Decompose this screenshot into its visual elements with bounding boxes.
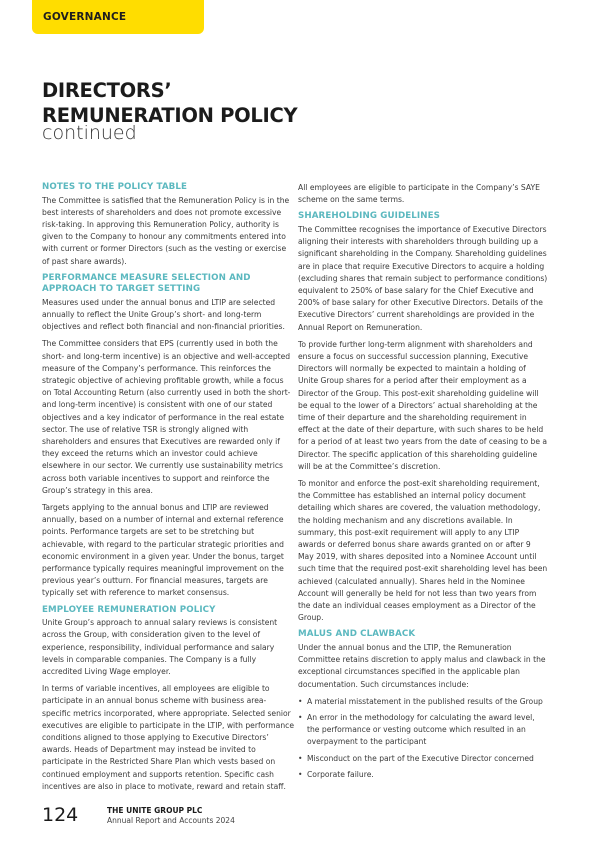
malus-paragraph: Under the annual bonus and the LTIP, the Remuneration Committee retains discretion to apply malus and clawback in the exceptional circumstances specified in the applicable plan documentation. Such circumstances include: <box>298 642 546 689</box>
shareholding-paragraph-2: To provide further long-term alignment with shareholders and ensure a focus on successful succession planning, Executive Directors will normally be expected to maintain a holding of Unite Group shares for a period after their employment as a Director of the Group. This post-exit shareholding guideline will be equal to the lower of a Directors’ actual shareholding at the time of their departure and the shareholding requirement in effect at the date of their departure, with such shares to be held for a period of at least two years from the date of ceasing to be a Director. The specific application of this shareholding guideline will be at the Committee’s discretion. <box>298 339 548 471</box>
list-item: • An error in the methodology for calculating the award level, the performance or vesting outcome which resulted in an overpayment to the participant <box>298 712 548 749</box>
employee-remuneration-heading: EMPLOYEE REMUNERATION POLICY <box>42 604 216 615</box>
shareholding-paragraph-3: To monitor and enforce the post-exit shareholding requirement, the Committee has established an internal policy document detailing which shares are covered, the valuation methodology, the holding mechanism and any discretions available. In summary, this post-exit requirement will apply to any LTIP awards or deferred bonus share awards granted on or after 9 May 2019, with shares deposited into a Nominee Account until such time that the required post-exit shareholding level has been achieved (calculated annually). Shares held in the Nominee Account will generally be held for not less than two years from the date an individual ceases employment as a Director of the Group. <box>298 478 548 623</box>
right-column <box>298 182 548 785</box>
shareholding-heading: SHAREHOLDING GUIDELINES <box>298 211 441 222</box>
saye-paragraph: All employees are eligible to participate in the Company’s SAYE scheme on the same terms. <box>298 183 540 205</box>
notes-paragraph: The Committee is satisfied that the Remuneration Policy is in the best interests of shareholders and does not promote excessive risk-taking. In approving this Remuneration Policy, authority is given to the Company to honour any commitments entered into with current or former Directors (such as the vesting or exercise of past share awards). <box>42 195 290 266</box>
page-number: 124 <box>42 804 79 826</box>
performance-heading: PERFORMANCE MEASURE SELECTION AND APPROACH TO TARGET SETTING <box>42 272 251 295</box>
performance-paragraph-2: The Committee considers that EPS (currently used in both the short- and long-term incentive) is an objective and well-accepted measure of the Company’s performance. This reinforces the strategic objective of achieving profitable growth, while a focus on Total Accounting Return (also currently used in both the short- and long-term incentive) is consistent with one of our stated objectives and a key indicator of performance in the real estate sector. The use of relative TSR is strongly aligned with shareholders and ensures that Executives are rewarded only if they exceed the returns which an investor could achieve elsewhere in our sector. We currently use sustainability metrics across both variable incentives to support and reinforce the Group’s strategy in this area. <box>42 339 291 495</box>
list-item: • Corporate failure. <box>298 769 548 781</box>
left-column <box>42 182 294 798</box>
footer-company: THE UNITE GROUP PLC <box>107 806 203 815</box>
performance-paragraph-3: Targets applying to the annual bonus and LTIP are reviewed annually, based on a number of internal and external reference points. Performance targets are set to be stretching but achievable, with regard to the particular strategic priorities and economic environment in a given year. Under the bonus, target performance typically requires meaningful improvement on the previous year’s outturn. For financial measures, targets are typically set with reference to market consensus. <box>42 502 284 598</box>
section-tab-label: GOVERNANCE <box>43 11 127 23</box>
footer-report-title: Annual Report and Accounts 2024 <box>107 816 235 825</box>
employee-paragraph-2: In terms of variable incentives, all employees are eligible to participate in an annual bonus scheme with business area-specific metrics incorporated, where appropriate. Selected senior executives are eligible to participate in the LTIP, with performance conditions aligned to those applying to Executive Directors’ awards. Heads of Department may instead be invited to participate in the Restricted Share Plan which vests based on continued employment and supports retention. Specific cash incentives are also in place to motivate, reward and retain staff. <box>42 684 294 791</box>
malus-circumstances-list <box>298 696 548 781</box>
list-item: • A material misstatement in the published results of the Group <box>298 696 548 708</box>
notes-heading: NOTES TO THE POLICY TABLE <box>42 182 188 192</box>
page-title-line2: REMUNERATION POLICY <box>42 104 298 127</box>
malus-heading: MALUS AND CLAWBACK <box>298 629 416 640</box>
shareholding-paragraph-1: The Committee recognises the importance of Executive Directors aligning their interests with shareholders through building up a significant shareholding in the Company. Shareholding guidelines are in place that require Executive Directors to acquire a holding (excluding shares that remain subject to performance conditions) equivalent to 250% of base salary for the Chief Executive and 200% of base salary for other Executive Directors. Details of the Executive Directors’ current shareholdings are provided in the Annual Report on Remuneration. <box>298 224 548 332</box>
page-subtitle: continued <box>42 122 137 144</box>
page-title-line1: DIRECTORS’ <box>42 79 172 102</box>
list-item: • Misconduct on the part of the Executive Director concerned <box>298 753 548 765</box>
page-title <box>42 78 297 128</box>
performance-paragraph-1: Measures used under the annual bonus and LTIP are selected annually to reflect the Unite Group’s short- and long-term objectives and reflect both financial and non-financial priorities. <box>42 297 285 332</box>
section-tab <box>32 0 204 34</box>
employee-paragraph-1: Unite Group’s approach to annual salary reviews is consistent across the Group, with consideration given to the level of experience, responsibility, individual performance and salary levels in comparable companies. The Company is a fully accredited Living Wage employer. <box>42 618 278 676</box>
